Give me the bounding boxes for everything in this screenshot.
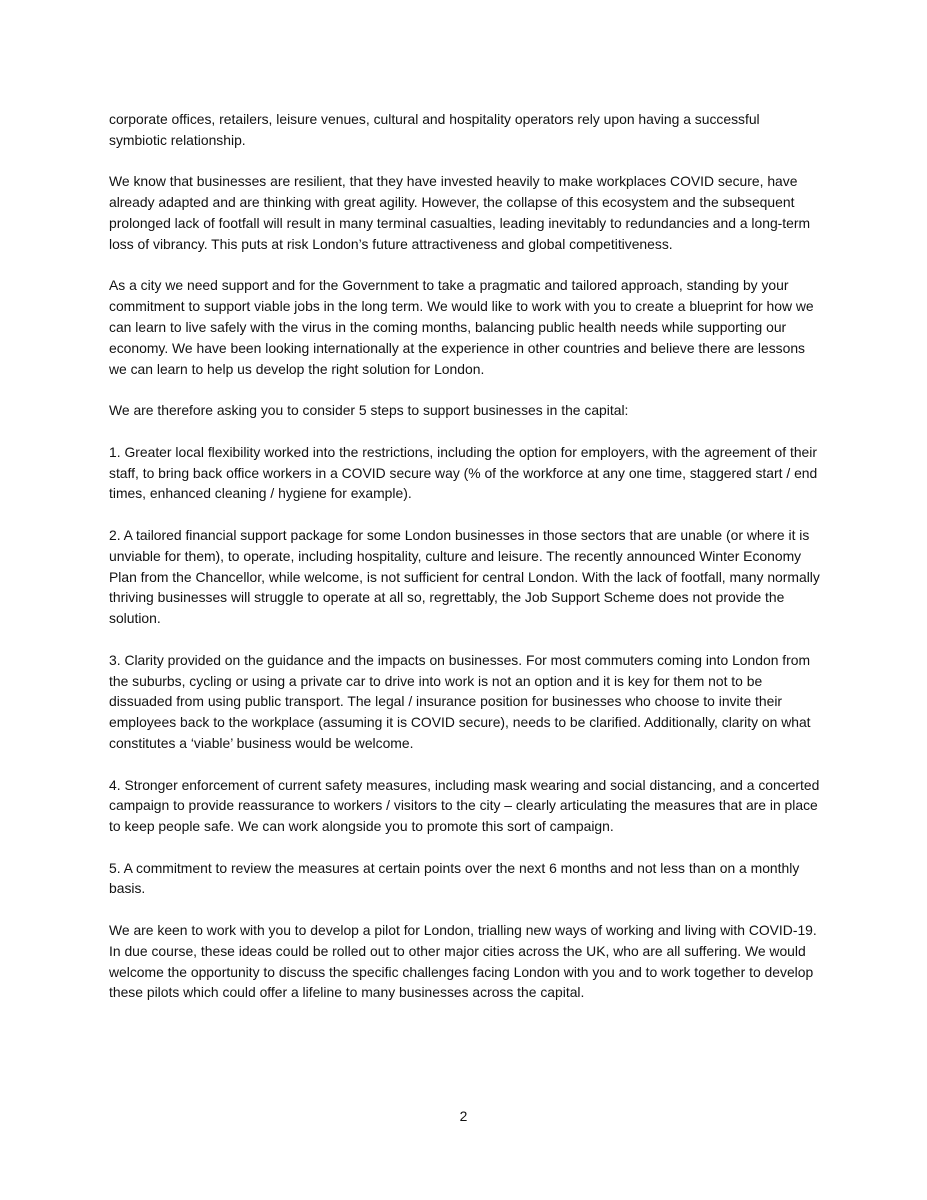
paragraph-pilot-proposal: We are keen to work with you to develop a pilot for London, trialling new ways of working and living with COVID-19. In due course, these ideas could be rolled out to other major cities across the UK, who are all suffering. We would welcome the opportunity to discuss the specific challenges facing London with you and to work together to develop these pilots which could offer a lifeline to many businesses across the capital. [109,922,817,1001]
step-3-clarity-guidance: 3. Clarity provided on the guidance and the impacts on businesses. For most commuters coming into London from the suburbs, cycling or using a private car to drive into work is not an option and it is key for them not to be dissuaded from using public transport. The legal / insurance position for businesses who choose to invite their employees back to the workplace (assuming it is COVID secure), needs to be clarified. Additionally, clarity on what constitutes a ‘viable’ business would be welcome. [109,651,811,751]
step-5-review-commitment: 5. A commitment to review the measures at certain points over the next 6 months and not less than on a monthly basis. [109,859,800,897]
letter-body [109,109,821,1024]
page-number: 2 [459,1108,468,1124]
step-1-local-flexibility: 1. Greater local flexibility worked into the restrictions, including the option for employers, with the agreement of their staff, to bring back office workers in a COVID secure way (% of the workforce at any one time, staggered start / end times, enhanced cleaning / hygiene for example). [109,443,818,502]
step-4-stronger-enforcement: 4. Stronger enforcement of current safety measures, including mask wearing and social distancing, and a concerted campaign to provide reassurance to workers / visitors to the city – clearly articulating the measures that are in place to keep people safe. We can work alongside you to promote this sort of campaign. [109,776,820,835]
step-2-financial-support: 2. A tailored financial support package for some London businesses in those sectors that are unable (or where it is unviable for them), to operate, including hospitality, culture and leisure. The recently announced Winter Economy Plan from the Chancellor, while welcome, is not sufficient for central London. With the lack of footfall, many normally thriving businesses will struggle to operate at all so, regrettably, the Job Support Scheme does not provide the solution. [109,526,820,627]
paragraph-intro-continuation: corporate offices, retailers, leisure venues, cultural and hospitality operators rely upon having a successful symbiotic relationship. [109,111,760,148]
paragraph-city-support: As a city we need support and for the Government to take a pragmatic and tailored approach, standing by your commitment to support viable jobs in the long term. We would like to work with you to create a blueprint for how we can learn to live safely with the virus in the coming months, balancing public health needs while supporting our economy. We have been looking internationally at the experience in other countries and believe there are lessons we can learn to help us develop the right solution for London. [109,277,814,377]
paragraph-business-resilience: We know that businesses are resilient, that they have invested heavily to make workplaces COVID secure, have already adapted and are thinking with great agility. However, the collapse of this ecosystem and the subsequent prolonged lack of footfall will result in many terminal casualties, leading inevitably to redundancies and a long-term loss of vibrancy. This puts at risk London’s future attractiveness and global competitiveness. [109,173,811,252]
paragraph-five-steps-intro: We are therefore asking you to consider 5 steps to support businesses in the capital: [109,402,629,419]
